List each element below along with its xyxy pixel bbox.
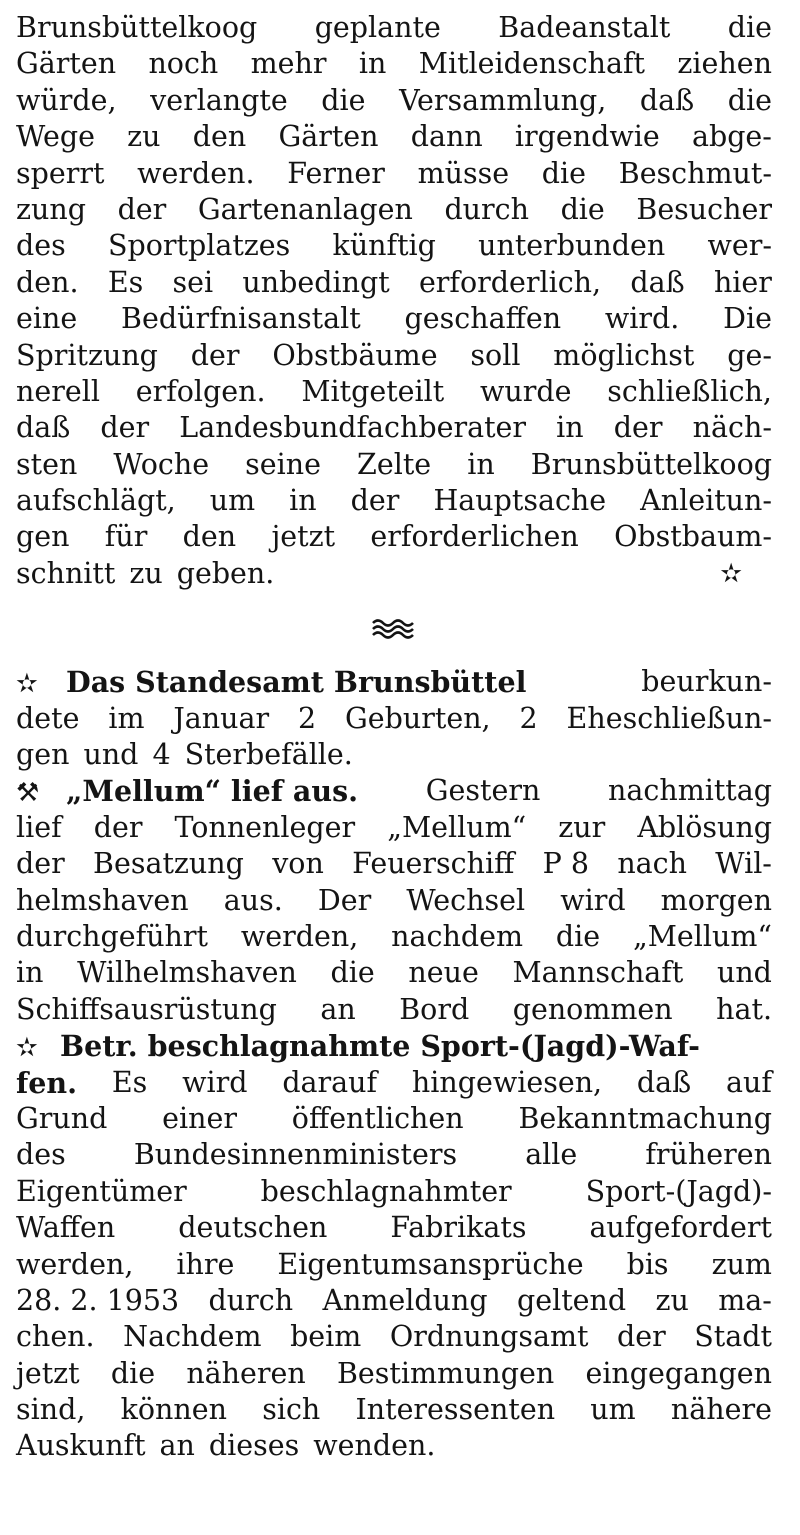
word: Mannschaft	[512, 956, 684, 990]
word: Januar	[173, 701, 270, 735]
text-line	[16, 701, 772, 737]
notice-mellum	[16, 773, 772, 1028]
word: und	[716, 956, 772, 990]
word: Eheschließun-	[566, 701, 772, 735]
word: 28. 2. 1953	[16, 1283, 180, 1317]
word: eine	[16, 302, 78, 336]
word: genommen	[512, 992, 673, 1026]
text-line	[16, 46, 772, 82]
word: Wege	[16, 120, 95, 154]
word: beurkun-	[641, 665, 772, 699]
notice-standesamt	[16, 664, 772, 773]
word: jetzt	[271, 520, 336, 554]
word: seine	[245, 447, 321, 481]
word: erforderlich,	[418, 265, 602, 299]
text-line	[16, 919, 772, 955]
word: die	[727, 83, 772, 117]
word: nachdem	[391, 919, 523, 953]
word: durch	[208, 1283, 294, 1317]
word: den.	[16, 265, 79, 299]
word: gen	[16, 738, 70, 772]
word: dieses	[208, 1429, 300, 1463]
word: aufgefordert	[589, 1211, 772, 1245]
word: Bord	[399, 992, 470, 1026]
word: der	[93, 810, 143, 844]
word: dann	[410, 120, 483, 154]
word: Landesbundfachberater	[179, 411, 527, 445]
word: der	[613, 411, 663, 445]
word: der	[617, 1320, 666, 1354]
word: Interessenten	[355, 1393, 556, 1427]
notice-headline: „Mellum“ lief aus.	[66, 774, 359, 809]
word: Tonnenleger	[174, 810, 356, 844]
word: geben.	[176, 556, 275, 590]
word: sich	[262, 1393, 321, 1427]
word: Mitgeteilt	[301, 374, 445, 408]
text-line	[16, 265, 772, 301]
word: Obstbäume	[272, 338, 438, 372]
word: die	[110, 1356, 156, 1390]
word: möglichst	[553, 338, 695, 372]
word: 2	[298, 701, 317, 735]
word: Badeanstalt	[498, 11, 671, 44]
word: Bundesinnenministers	[133, 1138, 458, 1172]
word: Ferner	[287, 156, 385, 190]
word: unbedingt	[242, 265, 390, 299]
word: Eigentümer	[16, 1174, 187, 1208]
word: Die	[723, 302, 772, 336]
word: in	[358, 47, 387, 81]
word: Sterbefälle.	[184, 738, 353, 772]
word: „Mellum“	[632, 919, 772, 953]
word: der	[16, 847, 65, 881]
word: der	[117, 192, 167, 226]
word: des	[16, 229, 66, 263]
word: aus.	[223, 883, 283, 917]
word: Der	[317, 883, 372, 917]
star-icon: ✫	[16, 1033, 38, 1064]
word: die	[727, 11, 772, 44]
word: hat.	[716, 992, 772, 1026]
text-line	[16, 1392, 772, 1428]
word: ziehen	[677, 47, 772, 81]
word: schnitt	[16, 556, 116, 590]
text-line	[16, 483, 772, 519]
word: daß	[639, 83, 695, 117]
word: durch	[444, 192, 529, 226]
notice-waffen	[16, 1028, 772, 1465]
word: Geburten,	[345, 701, 491, 735]
text-line	[16, 156, 772, 192]
word: Sportplatzes	[107, 229, 291, 263]
word: in	[289, 484, 317, 518]
notice-headline: Betr. beschlagnahmte Sport-(Jagd)-Waf-	[60, 1029, 700, 1064]
section-divider	[16, 592, 772, 664]
word: abge-	[691, 120, 772, 154]
word: die	[560, 192, 605, 226]
word: in	[467, 447, 495, 481]
word: an	[320, 992, 356, 1026]
word: geschaffen	[404, 302, 562, 336]
word: wird	[182, 1065, 248, 1099]
word: künftig	[332, 229, 436, 263]
word: daß	[630, 265, 685, 299]
text-line	[16, 301, 772, 337]
word: hier	[713, 265, 772, 299]
text-line	[16, 119, 772, 155]
text-line	[16, 338, 772, 374]
word: beim	[290, 1320, 362, 1354]
word: sind,	[16, 1393, 86, 1427]
text-line	[16, 955, 772, 991]
word: Anmeldung	[322, 1283, 488, 1317]
word: zung	[16, 192, 86, 226]
word: durchgeführt	[16, 919, 208, 953]
word: P 8	[542, 847, 590, 881]
word: werden,	[16, 1247, 134, 1281]
word: den	[192, 120, 247, 154]
hammer-icon: ⚒	[16, 778, 40, 809]
text-line	[16, 992, 772, 1028]
text-line	[16, 1247, 772, 1283]
word: neue	[408, 956, 479, 990]
word: darauf	[282, 1065, 378, 1099]
word: Besatzung	[93, 847, 244, 881]
word: Bestimmungen	[336, 1356, 555, 1390]
word: zu	[655, 1283, 689, 1317]
word: Waffen	[16, 1211, 116, 1245]
text-line	[16, 1428, 772, 1464]
word: deutschen	[178, 1211, 328, 1245]
notice-headline: Das Standesamt Brunsbüttel	[66, 665, 527, 700]
word: in	[556, 411, 584, 445]
word: näheren	[186, 1356, 306, 1390]
text-line	[16, 737, 772, 773]
notice-headline-cont: fen.	[16, 1065, 78, 1100]
word: Ordnungsamt	[389, 1320, 589, 1354]
text-line	[16, 1319, 772, 1355]
text-line	[16, 1174, 772, 1210]
word: wird.	[604, 302, 680, 336]
word: der	[350, 484, 400, 518]
word: soll	[470, 338, 521, 372]
text-line	[16, 1356, 772, 1392]
article-column	[16, 10, 772, 1465]
word: würde,	[16, 83, 117, 117]
word: eingegangen	[585, 1356, 772, 1390]
word: Wilhelmshaven	[77, 956, 297, 990]
text-line	[16, 192, 772, 228]
word: zu	[129, 556, 163, 590]
word: 4	[152, 738, 171, 772]
word: für	[104, 520, 148, 554]
word: nähere	[670, 1393, 772, 1427]
word: geplante	[314, 11, 441, 44]
text-line	[16, 374, 772, 410]
word: um	[209, 484, 256, 518]
word: zu	[127, 120, 161, 154]
text-line	[16, 883, 772, 919]
word: Bekanntmachung	[518, 1101, 772, 1135]
word: hingewiesen,	[411, 1065, 603, 1099]
word: Feuerschiff	[352, 847, 515, 881]
word: Beschmut-	[618, 156, 772, 190]
word: Woche	[113, 447, 210, 481]
word: Fabrikats	[390, 1211, 527, 1245]
text-line	[16, 228, 772, 264]
word: lief	[16, 810, 62, 844]
word: Grund	[16, 1101, 108, 1135]
word: des	[16, 1138, 66, 1172]
word: gen	[16, 520, 70, 554]
word: „Mellum“	[387, 810, 527, 844]
word: Auskunft	[16, 1429, 146, 1463]
word: werden.	[137, 156, 255, 190]
text-line	[16, 810, 772, 846]
word: Brunsbüttelkoog	[16, 11, 258, 44]
word: die	[321, 83, 366, 117]
word: dete	[16, 701, 80, 735]
notice-body	[16, 701, 772, 774]
word: geltend	[517, 1283, 627, 1317]
text-line	[16, 1137, 772, 1173]
star-icon: ✫	[16, 669, 38, 700]
word: Besucher	[636, 192, 772, 226]
notice-body	[16, 1101, 772, 1465]
word: bis	[626, 1247, 669, 1281]
word: ihre	[176, 1247, 235, 1281]
word: Es	[107, 265, 144, 299]
word: Stadt	[694, 1320, 772, 1354]
word: Wil-	[715, 847, 772, 881]
text-line	[16, 10, 772, 46]
word: Brunsbüttelkoog	[530, 447, 772, 481]
word: von	[272, 847, 324, 881]
text-line	[16, 556, 772, 592]
word: Wechsel	[406, 883, 526, 917]
word: an	[159, 1429, 195, 1463]
word: Gartenanlagen	[197, 192, 413, 226]
word: die	[541, 156, 587, 190]
word: wurde	[480, 374, 572, 408]
word: sperrt	[16, 156, 105, 190]
word: können	[120, 1393, 227, 1427]
word: wird	[560, 883, 626, 917]
word: müsse	[417, 156, 510, 190]
word: chen.	[16, 1320, 95, 1354]
word: sten	[16, 447, 78, 481]
word: Obstbaum-	[614, 520, 772, 554]
word: schließlich,	[607, 374, 772, 408]
word: wer-	[707, 229, 772, 263]
word: früheren	[645, 1138, 772, 1172]
word: Ablösung	[637, 810, 772, 844]
text-line	[16, 447, 772, 483]
text-line	[16, 519, 772, 555]
word: Anleitun-	[640, 484, 772, 518]
star-icon: ✫	[720, 558, 742, 589]
word: Sport-(Jagd)-	[585, 1174, 772, 1208]
word: Hauptsache	[433, 484, 607, 518]
word: und	[83, 738, 139, 772]
word: nerell	[16, 374, 100, 408]
word: öffentlichen	[291, 1101, 464, 1135]
word: auf	[726, 1065, 772, 1099]
word: zur	[558, 810, 606, 844]
word: näch-	[692, 411, 772, 445]
word: Bedürfnisanstalt	[121, 302, 361, 336]
wavy-divider-icon	[371, 617, 417, 639]
word: nachmittag	[608, 774, 772, 808]
word: alle	[525, 1138, 578, 1172]
word: Schiffsausrüstung	[16, 992, 277, 1026]
word: Gestern	[425, 774, 541, 808]
word: noch	[148, 47, 219, 81]
word: Gärten	[278, 120, 379, 154]
word: den	[182, 520, 237, 554]
word: unterbunden	[478, 229, 666, 263]
word: Spritzung	[16, 338, 158, 372]
word: Zelte	[357, 447, 432, 481]
word: daß	[636, 1065, 692, 1099]
text-line	[16, 1210, 772, 1246]
word: jetzt	[16, 1356, 80, 1390]
word: sei	[172, 265, 214, 299]
text-line	[16, 410, 772, 446]
text-line	[16, 1101, 772, 1137]
word: daß	[16, 411, 71, 445]
word: in	[16, 956, 44, 990]
word: zum	[711, 1247, 772, 1281]
word: helmshaven	[16, 883, 189, 917]
word: beschlagnahmter	[260, 1174, 512, 1208]
word: aufschlägt,	[16, 484, 176, 518]
word: Gärten	[16, 47, 117, 81]
text-line	[16, 83, 772, 119]
word: morgen	[660, 883, 772, 917]
word: verlangte	[150, 83, 288, 117]
word: wenden.	[313, 1429, 436, 1463]
word: der	[100, 411, 150, 445]
word: um	[590, 1393, 636, 1427]
word: werden,	[240, 919, 359, 953]
word: ge-	[727, 338, 772, 372]
word: im	[108, 701, 145, 735]
word: irgendwie	[514, 120, 660, 154]
word: Nachdem	[123, 1320, 262, 1354]
text-line	[16, 1283, 772, 1319]
word: Mitleidenschaft	[418, 47, 646, 81]
word: die	[555, 919, 601, 953]
word: Es	[111, 1065, 148, 1099]
text-line	[16, 846, 772, 882]
notice-body	[16, 810, 772, 1028]
word: erfolgen.	[135, 374, 266, 408]
word: 2	[519, 701, 538, 735]
word: die	[330, 956, 375, 990]
word: ma-	[718, 1283, 772, 1317]
word: mehr	[250, 47, 327, 81]
word: Eigentumsansprüche	[277, 1247, 584, 1281]
paragraph-garden-association	[16, 10, 772, 592]
word: der	[190, 338, 240, 372]
word: einer	[162, 1101, 237, 1135]
word: erforderlichen	[370, 520, 579, 554]
word: nach	[617, 847, 687, 881]
word: Versammlung,	[399, 83, 607, 117]
